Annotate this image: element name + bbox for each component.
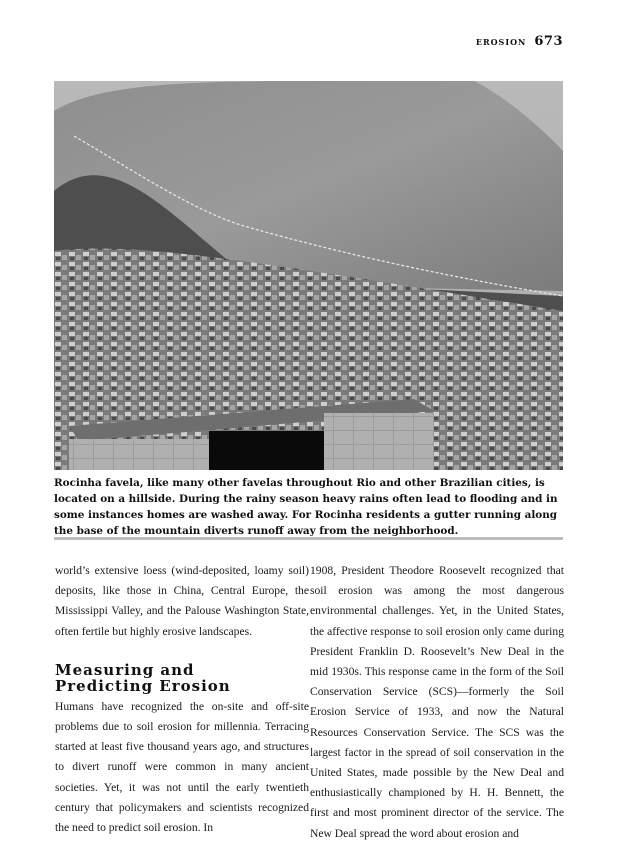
- section-heading: [55, 662, 309, 694]
- running-head-section: erosion: [475, 35, 527, 48]
- figure-photo: [54, 81, 563, 470]
- left-column: [55, 561, 309, 838]
- section-heading-line-1: Measuring and: [55, 660, 195, 679]
- favela-photo-illustration: [54, 81, 563, 470]
- body-paragraph: Humans have recognized the on-site and off-site problems due to soil erosion for millennia. Terracing started at least five thousand years ago, and structures to divert runoff were common in many ancient societies. Yet, it was not until the early twentieth century that policymakers and scientists recognized the need to predict soil erosion. In: [55, 699, 309, 835]
- right-column: [310, 561, 564, 844]
- section-heading-line-2: Predicting Erosion: [55, 676, 231, 695]
- page-number: 673: [534, 34, 563, 49]
- caption-divider: [54, 537, 563, 540]
- body-paragraph: world’s extensive loess (wind-deposited, loamy soil) deposits, like those in China, Central Europe, the Mississippi Valley, and the Palouse Washington State, often fertile but highly erosive landscapes.: [55, 564, 309, 638]
- figure-caption: Rocinha favela, like many other favelas throughout Rio and other Brazilian cities, is located on a hillside. During the rainy season heavy rains often lead to flooding and in some instances homes are washed away. For Rocinha residents a gutter running along the base of the mountain diverts runoff away from the neighborhood.: [54, 477, 558, 537]
- running-head: [476, 34, 563, 49]
- body-paragraph: 1908, President Theodore Roosevelt recognized that soil erosion was among the most dangerous environmental challenges. Yet, in the United States, the affective response to soil erosion only came during President Franklin D. Roosevelt’s New Deal in the mid 1930s. This response came in the form of the Soil Conservation Service (SCS)—formerly the Soil Erosion Service of 1933, and now the Natural Resources Conservation Service. The SCS was the largest factor in the spread of soil conservation in the United States, made possible by the New Deal and enthusiastically championed by H. H. Bennett, the first and most prominent director of the service. The New Deal spread the word about erosion and: [310, 564, 564, 840]
